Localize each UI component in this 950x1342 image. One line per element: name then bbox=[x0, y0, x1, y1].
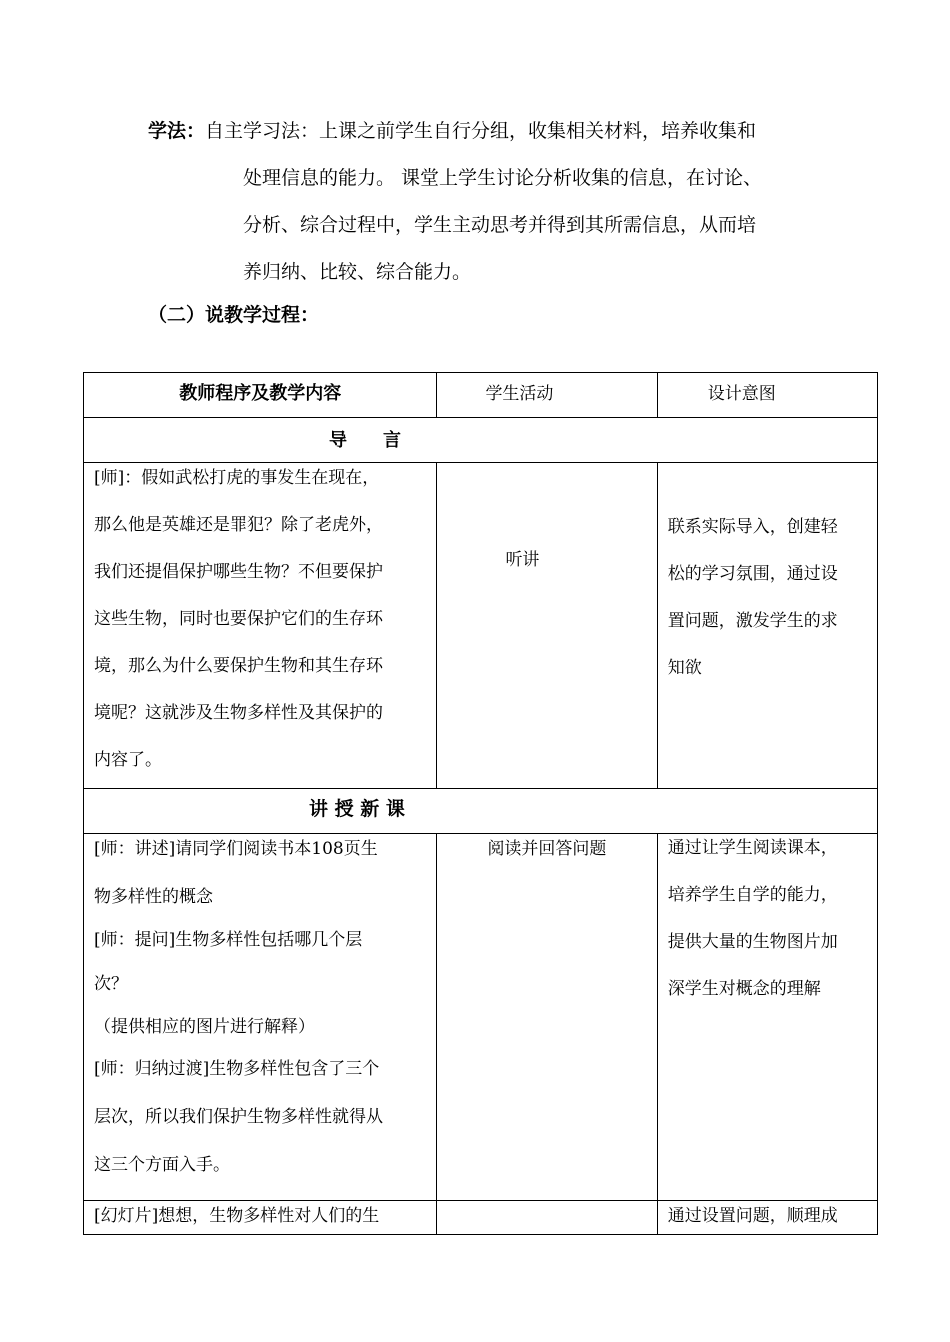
lesson-design-line: 提供大量的生物图片加 bbox=[667, 932, 838, 952]
lesson-content-row bbox=[84, 834, 878, 1201]
study-method-label: 学法： bbox=[148, 120, 206, 142]
intro-teacher-line: 境，那么为什么要保护生物和其生存环 bbox=[94, 656, 383, 676]
lesson-teacher-line: [师：提问]生物多样性包括哪几个层 bbox=[94, 930, 363, 950]
lesson-teacher-line: 物多样性的概念 bbox=[94, 887, 213, 907]
slide-row bbox=[84, 1201, 878, 1235]
intro-teacher-line: [师]：假如武松打虎的事发生在现在， bbox=[94, 468, 380, 488]
slide-teacher-line: [幻灯片]想想，生物多样性对人们的生 bbox=[94, 1206, 380, 1226]
lesson-teacher-line: （提供相应的图片进行解释） bbox=[94, 1017, 315, 1037]
intro-teacher-line: 那么他是英雄还是罪犯？除了老虎外， bbox=[94, 515, 383, 535]
lesson-teacher-line: 次？ bbox=[94, 974, 128, 994]
header-student: 学生活动 bbox=[437, 373, 657, 418]
intro-teacher-cell bbox=[84, 463, 437, 789]
study-method-line-1 bbox=[148, 121, 756, 141]
study-method-line-4: 养归纳、比较、综合能力。 bbox=[243, 261, 472, 283]
lesson-teacher-cell bbox=[84, 834, 437, 1201]
intro-design-cell bbox=[657, 463, 877, 789]
intro-design-line: 松的学习氛围，通过设 bbox=[667, 564, 838, 584]
intro-design-line: 联系实际导入，创建轻 bbox=[667, 517, 838, 537]
study-method-line-3: 分析、综合过程中，学生主动思考并得到其所需信息，从而培 bbox=[243, 214, 757, 236]
intro-content-row bbox=[84, 463, 878, 789]
teaching-process-table bbox=[83, 372, 878, 1235]
lesson-design-cell bbox=[657, 834, 877, 1201]
lesson-teacher-line: [师：讲述]请同学们阅读书本108页生 bbox=[94, 839, 378, 859]
slide-teacher-cell bbox=[84, 1201, 437, 1235]
study-method-text-1: 自主学习法：上课之前学生自行分组，收集相关材料，培养收集和 bbox=[205, 120, 757, 142]
intro-design-line: 置问题，激发学生的求 bbox=[667, 611, 838, 631]
slide-design-line: 通过设置问题，顺理成 bbox=[667, 1206, 838, 1226]
slide-design-cell bbox=[657, 1201, 877, 1235]
lesson-teacher-line: 层次，所以我们保护生物多样性就得从 bbox=[94, 1107, 383, 1127]
lesson-teacher-line: [师：归纳过渡]生物多样性包含了三个 bbox=[94, 1059, 380, 1079]
lesson-design-line: 培养学生自学的能力， bbox=[667, 885, 838, 905]
intro-teacher-line: 境呢？这就涉及生物多样性及其保护的 bbox=[94, 703, 383, 723]
intro-teacher-line: 这些生物，同时也要保护它们的生存环 bbox=[94, 609, 383, 629]
intro-student-cell: 听讲 bbox=[437, 463, 657, 789]
newlesson-title-cell: 讲 授 新 课 bbox=[84, 789, 878, 834]
table-header-row bbox=[84, 373, 878, 418]
intro-design-line: 知欲 bbox=[667, 658, 702, 678]
intro-teacher-line: 我们还提倡保护哪些生物？不但要保护 bbox=[94, 562, 383, 582]
lesson-design-line: 通过让学生阅读课本， bbox=[667, 838, 838, 858]
section-heading: （二）说教学过程： bbox=[148, 304, 320, 326]
study-method-line-2: 处理信息的能力。 课堂上学生讨论分析收集的信息，在讨论、 bbox=[243, 167, 763, 189]
intro-title-cell: 导 言 bbox=[84, 418, 878, 463]
header-teacher: 教师程序及教学内容 bbox=[84, 373, 437, 418]
intro-teacher-line: 内容了。 bbox=[94, 750, 162, 770]
slide-student-cell bbox=[437, 1201, 657, 1235]
lesson-teacher-line: 这三个方面入手。 bbox=[94, 1155, 230, 1175]
lesson-design-line: 深学生对概念的理解 bbox=[667, 979, 821, 999]
lesson-student-cell: 阅读并回答问题 bbox=[437, 834, 657, 1201]
header-design: 设计意图 bbox=[657, 373, 877, 418]
